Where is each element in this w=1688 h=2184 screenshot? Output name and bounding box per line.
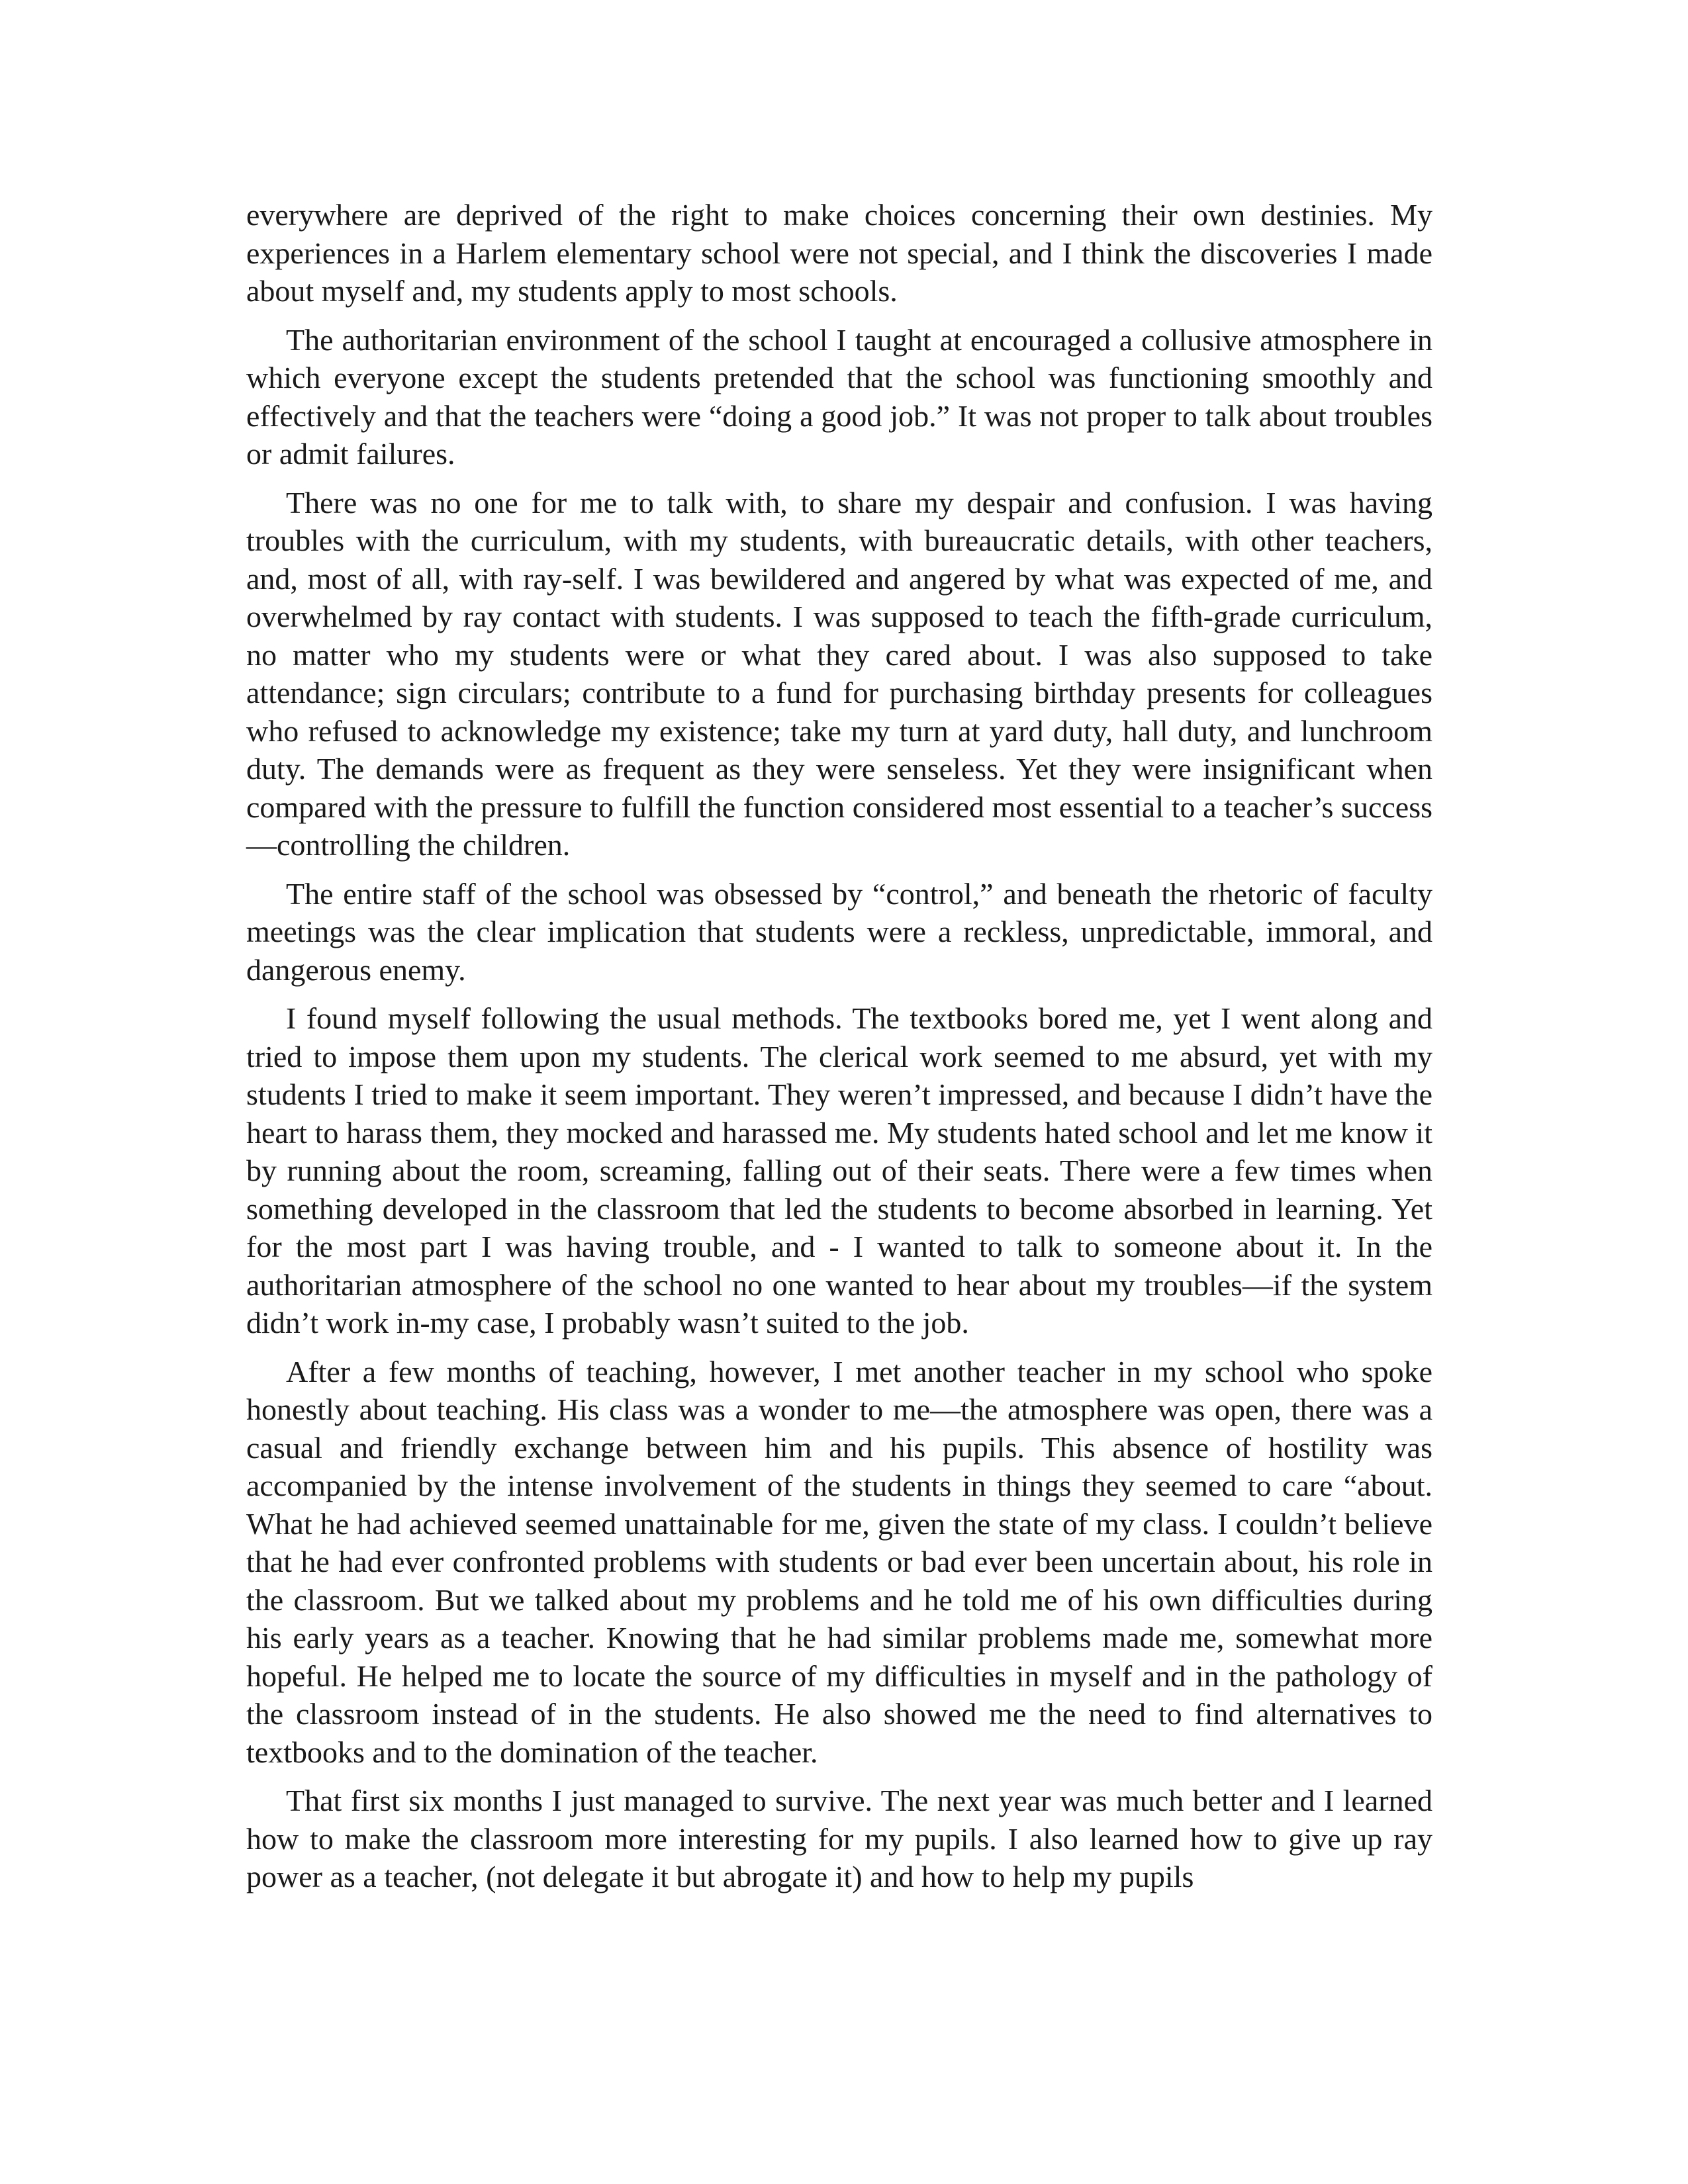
paragraph-6: After a few months of teaching, however, I met another teacher in my school who spoke honestly about teaching. His class was a wonder to me—the atmosphere was open, there was a casual and friendly exchange between him and his pupils. This absence of hostility was accompanied by the intense involvement of the students in things they seemed to care “about. What he had achieved seemed unattainable for me, given the state of my class. I couldn’t believe that he had ever confronted problems with students or bad ever been uncertain about, his role in the classroom. But we talked about my problems and he told me of his own difficulties during his early years as a teacher. Knowing that he had similar problems made me, somewhat more hopeful. He helped me to locate the source of my difficulties in myself and in the pathology of the classroom instead of in the students. He also showed me the need to find alternatives to textbooks and to the domination of the teacher. [246, 1354, 1432, 1769]
paragraph-1: everywhere are deprived of the right to make choices concerning their own destinies. My experiences in a Harlem elementary school were not special, and I think the discoveries I made about myself and, my students apply to most schools. [246, 198, 1432, 308]
paragraph-3: There was no one for me to talk with, to share my despair and confusion. I was having troubles with the curriculum, with my students, with bureaucratic details, with other teachers, and, most of all, with ray-self. I was bewildered and angered by what was expected of me, and overwhelmed by ray contact with students. I was supposed to teach the fifth-grade curriculum, no matter who my students were or what they cared about. I was also supposed to take attendance; sign circulars; contribute to a fund for purchasing birthday presents for colleagues who refused to acknowledge my existence; take my turn at yard duty, hall duty, and lunchroom duty. The demands were as frequent as they were senseless. Yet they were insignificant when compared with the pressure to fulfill the function considered most essential to a teacher’s success—controlling the children. [246, 485, 1432, 862]
body-text [246, 196, 1432, 1907]
paragraph-5: I found myself following the usual methods. The textbooks bored me, yet I went along and tried to impose them upon my students. The clerical work seemed to me absurd, yet with my students I tried to make it seem important. They weren’t impressed, and because I didn’t have the heart to harass them, they mocked and harassed me. My students hated school and let me know it by running about the room, screaming, falling out of their seats. There were a few times when something developed in the classroom that led the students to become absorbed in learning. Yet for the most part I was having trouble, and - I wanted to talk to someone about it. In the authoritarian atmosphere of the school no one wanted to hear about my troubles—if the system didn’t work in-my case, I probably wasn’t suited to the job. [246, 1001, 1432, 1340]
paragraph-7: That first six months I just managed to survive. The next year was much better and I learned how to make the classroom more interesting for my pupils. I also learned how to give up ray power as a teacher, (not delegate it but abrogate it) and how to help my pupils [246, 1784, 1432, 1893]
paragraph-4: The entire staff of the school was obsessed by “control,” and beneath the rhetoric of faculty meetings was the clear implication that students were a reckless, unpredictable, immoral, and dangerous enemy. [246, 876, 1432, 987]
paragraph-2: The authoritarian environment of the school I taught at encouraged a collusive atmosphere in which everyone except the students pretended that the school was functioning smoothly and effectively and that the teachers were “doing a good job.” It was not proper to talk about troubles or admit failures. [246, 322, 1432, 471]
